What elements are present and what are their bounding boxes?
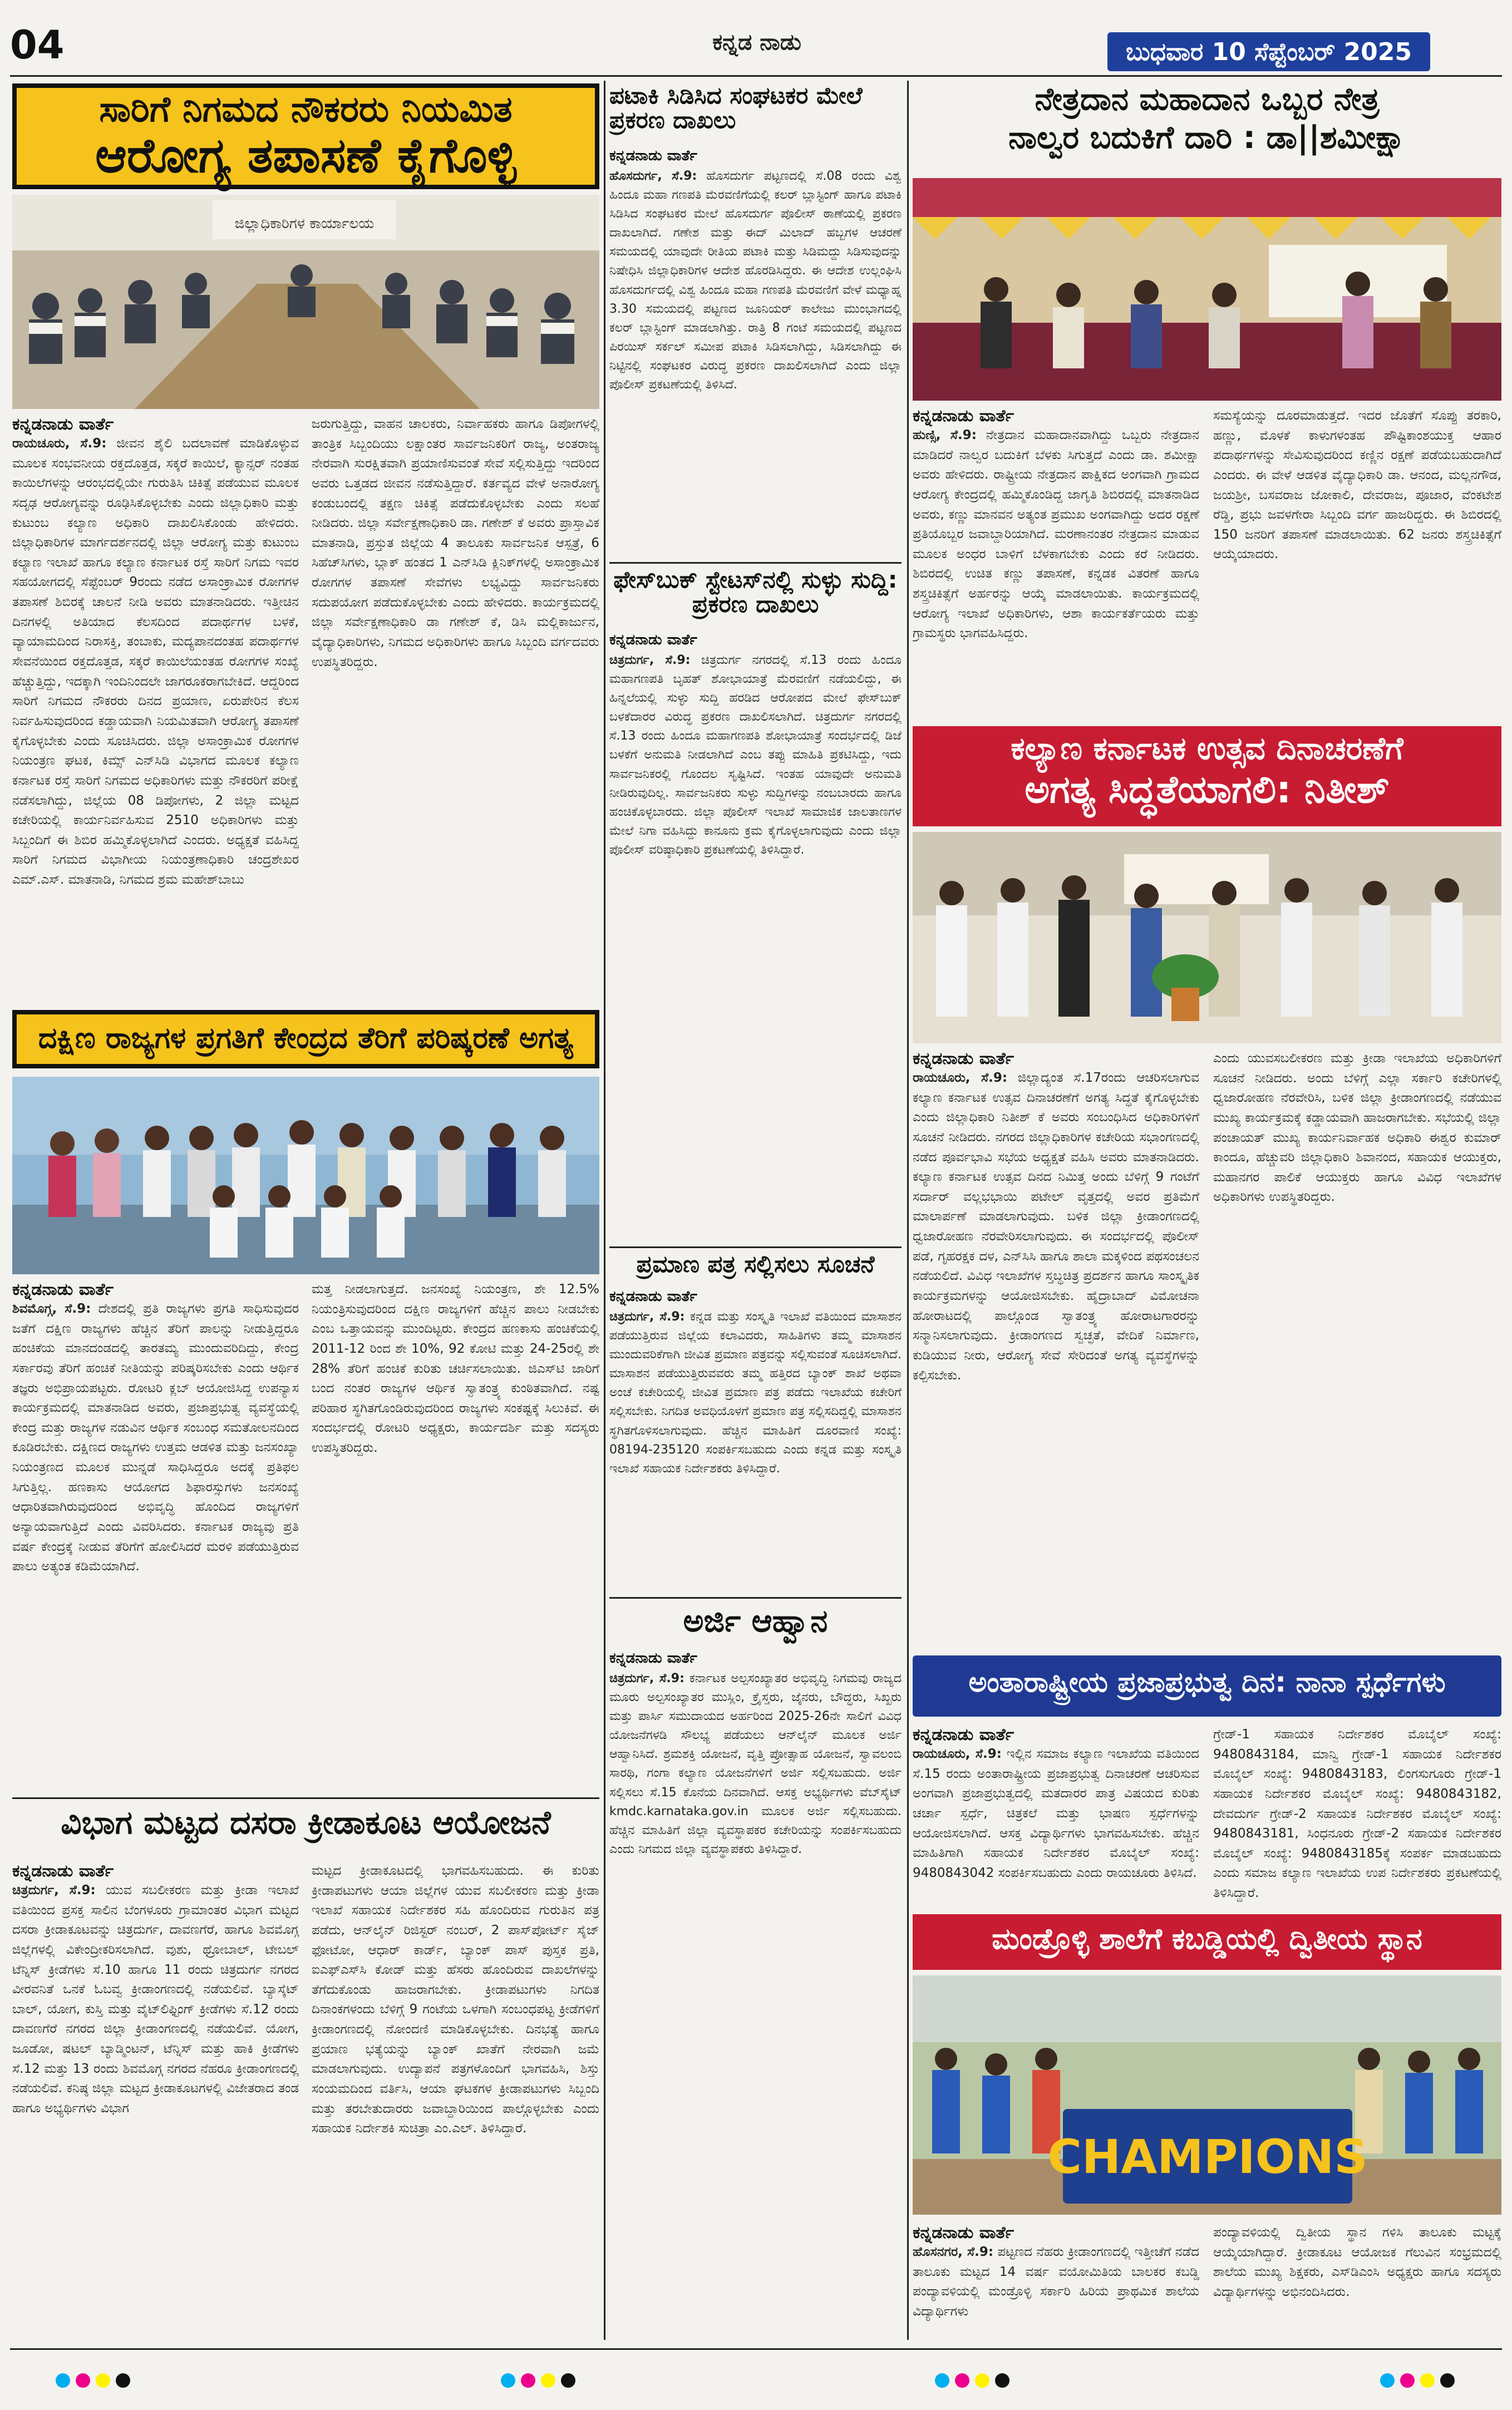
color-registration-marks-left: [56, 2373, 136, 2390]
facebook-text: ಚಿತ್ರದುರ್ಗ ನಗರದಲ್ಲಿ ಸೆ.13 ರಂದು ಹಿಂದೂ ಮಹಾಗಣಪತಿ ಬೃಹತ್ ಶೋಭಾಯಾತ್ರೆ ಮೆರವಣಿಗೆ ನಡೆಯಲಿದ್ದು, ಈ ಹಿನ್ನಲೆಯಲ್ಲಿ ಸುಳ್ಳು ಸುದ್ದಿ ಹರಡಿದ ಆರೋಪದ ಮೇಲೆ ಫೇಸ್‌ಬುಕ್ ಬಳಕೆದಾರರ ವಿರುದ್ಧ ಪ್ರಕರಣ ದಾಖಲಿಸಲಾಗಿದೆ. ಚಿತ್ರದುರ್ಗ ನಗರದಲ್ಲಿ ಸೆ.13 ರಂದು ಹಿಂದೂ ಮಹಾಗಣಪತಿ ಶೋಭಾಯಾತ್ರೆ ಸಂದರ್ಭದಲ್ಲಿ ಡಿಜೆ ಬಳಕೆಗೆ ಅನುಮತಿ ನೀಡಲಾಗಿದೆ ಎಂಬ ತಪ್ಪು ಮಾಹಿತಿ ಪ್ರಕಟಿಸಿದ್ದು, ಇದು ಸಾರ್ವಜನಿಕರಲ್ಲಿ ಗೊಂದಲ ಸೃಷ್ಟಿಸಿದೆ. ಇಂತಹ ಯಾವುದೇ ಅನುಮತಿ ನೀಡಿರುವುದಿಲ್ಲ. ಸಾರ್ವಜನಿಕರು ಸುಳ್ಳು ಸುದ್ದಿಗಳನ್ನು ನಂಬಬಾರದು ಹಾಗೂ ಹಂಚಿಕೊಳ್ಳಬಾರದು. ಜಿಲ್ಲಾ ಪೊಲೀಸ್ ಇಲಾಖೆ ಸಾಮಾಜಿಕ ಜಾಲತಾಣಗಳ ಮೇಲೆ ನಿಗಾ ವಹಿಸಿದ್ದು ಕಾನೂನು ಕ್ರಮ ಕೈಗೊಳ್ಳಲಾಗುವುದು ಎಂದು ಜಿಲ್ಲಾ ಪೊಲೀಸ್ ವರಿಷ್ಠಾಧಿಕಾರಿ ಪ್ರಕಟಣೆಯಲ್ಲಿ ತಿಳಿಸಿದ್ದಾರೆ.: [609, 653, 902, 857]
kalyana-headline-line-2: ಅಗತ್ಯ ಸಿದ್ಧತೆಯಾಗಲಿ: ನಿತೀಶ್: [1025, 767, 1390, 812]
south-headline-box: [12, 1010, 599, 1068]
office-banner-text: ಜಿಲ್ಲಾಧಿಕಾರಿಗಳ ಕಾರ್ಯಾಲಯ: [234, 215, 375, 232]
masthead-rule: [10, 75, 1502, 77]
kabaddi-byline: ಕನ್ನಡನಾಡು ವಾರ್ತೆ: [913, 2223, 1014, 2243]
section-rule: [609, 1246, 902, 1248]
application-body: [609, 1669, 902, 2343]
newspaper-logo: ಕನ್ನಡ ನಾಡು: [712, 29, 801, 55]
dasara-place: ಚಿತ್ರದುರ್ಗ, ಸೆ.9:: [12, 1883, 96, 1898]
column-divider: [604, 81, 605, 2340]
page-number: 04: [10, 22, 65, 68]
dasara-column-1: [12, 1881, 299, 2343]
section-rule: [609, 1597, 902, 1599]
south-column-1: [12, 1299, 299, 1789]
crackers-place: ಹೊಸದುರ್ಗ, ಸೆ.9:: [609, 169, 697, 183]
black-dot-icon: [1440, 2373, 1455, 2388]
kalyana-place: ರಾಯಚೂರು, ಸೆ.9:: [913, 1071, 1008, 1085]
magenta-dot-icon: [521, 2373, 535, 2388]
dasara-headline: ವಿಭಾಗ ಮಟ್ಟದ ದಸರಾ ಕ್ರೀಡಾಕೂಟ ಆಯೋಜನೆ: [61, 1803, 551, 1841]
eye-headline-line-2: ನಾಲ್ವರ ಬದುಕಿಗೆ ದಾರಿ : ಡಾ||ಶಮೀಕ್ಷಾ: [1008, 119, 1406, 156]
kalyana-byline: ಕನ್ನಡನಾಡು ವಾರ್ತೆ: [913, 1049, 1014, 1068]
democracy-place: ರಾಯಚೂರು, ಸೆ.9:: [913, 1747, 1002, 1761]
color-registration-marks-right: [1380, 2373, 1460, 2390]
eye-body-1: ನೇತ್ರದಾನ ಮಹಾದಾನವಾಗಿದ್ದು ಒಬ್ಬರು ನೇತ್ರದಾನ ಮಾಡಿದರೆ ನಾಲ್ವರ ಬದುಕಿಗೆ ಬೆಳಕು ಸಿಗುತ್ತದೆ ಎಂದು ಡಾ. ಶಮೀಕ್ಷಾ ಅವರು ಹೇಳಿದರು. ರಾಷ್ಟ್ರೀಯ ನೇತ್ರದಾನ ಪಾಕ್ಷಿಕದ ಅಂಗವಾಗಿ ಗ್ರಾಮದ ಆರೋಗ್ಯ ಕೇಂದ್ರದಲ್ಲಿ ಹಮ್ಮಿಕೊಂಡಿದ್ದ ಜಾಗೃತಿ ಶಿಬಿರದಲ್ಲಿ ಮಾತನಾಡಿದ ಅವರು, ಕಣ್ಣು ಮಾನವನ ಅತ್ಯಂತ ಪ್ರಮುಖ ಅಂಗವಾಗಿದ್ದು ಅದರ ರಕ್ಷಣೆ ಪ್ರತಿಯೊಬ್ಬರ ಜವಾಬ್ದಾರಿಯಾಗಿದೆ. ಮರಣಾನಂತರ ನೇತ್ರದಾನ ಮಾಡುವ ಮೂಲಕ ಅಂಧರ ಬಾಳಿಗೆ ಬೆಳಕಾಗಬೇಕು ಎಂದು ಕರೆ ನೀಡಿದರು. ಶಿಬಿರದಲ್ಲಿ ಉಚಿತ ಕಣ್ಣು ತಪಾಸಣೆ, ಕನ್ನಡಕ ವಿತರಣೆ ಹಾಗೂ ಶಸ್ತ್ರಚಿಕಿತ್ಸೆಗೆ ಅರ್ಹರನ್ನು ಆಯ್ಕೆ ಮಾಡಲಾಯಿತು. ಕಾರ್ಯಕ್ರಮದಲ್ಲಿ ಆರೋಗ್ಯ ಇಲಾಖೆ ಅಧಿಕಾರಿಗಳು, ಆಶಾ ಕಾರ್ಯಕರ್ತೆಯರು ಮತ್ತು ಗ್ರಾಮಸ್ಥರು ಭಾಗವಹಿಸಿದ್ದರು.: [913, 428, 1199, 641]
facebook-headline: ಫೇಸ್‌ಬುಕ್ ಸ್ಟೇಟಸ್‌ನಲ್ಲಿ ಸುಳ್ಳು ಸುದ್ದಿ: ಪ್ರಕರಣ ದಾಖಲು: [613, 566, 898, 618]
date-line: ಬುಧವಾರ 10 ಸೆಪ್ಟೆಂಬರ್ 2025: [1107, 32, 1430, 71]
democracy-column-2: ಗ್ರೇಡ್-1 ಸಹಾಯಕ ನಿರ್ದೇಶಕರ ಮೊಬೈಲ್ ಸಂಖ್ಯೆ: 9480843184, ಮಾನ್ವಿ ಗ್ರೇಡ್-1 ಸಹಾಯಕ ನಿರ್ದೇಶಕರ ಮೊಬೈಲ್ ಸಂಖ್ಯೆ: 9480843183, ಲಿಂಗಸುಗೂರು ಗ್ರೇಡ್-1 ಸಹಾಯಕ ನಿರ್ದೇಶಕರ ಮೊಬೈಲ್ ಸಂಖ್ಯೆ: 9480843182, ದೇವದುರ್ಗ ಗ್ರೇಡ್-2 ಸಹಾಯಕ ನಿರ್ದೇಶಕರ ಮೊಬೈಲ್ ಸಂಖ್ಯೆ: 9480843181, ಸಿಂಧನೂರು ಗ್ರೇಡ್-2 ಸಹಾಯಕ ನಿರ್ದೇಶಕರ ಮೊಬೈಲ್ ಸಂಖ್ಯೆ: 9480843185ಕ್ಕೆ ಸಂಪರ್ಕ ಮಾಡಬಹುದು ಎಂದು ಸಮಾಜ ಕಲ್ಯಾಣ ಇಲಾಖೆಯ ಉಪ ನಿರ್ದೇಶಕರು ಪ್ರಕಟಣೆಯಲ್ಲಿ ತಿಳಿಸಿದ್ದಾರೆ.: [1213, 1727, 1501, 1901]
rotary-photo: [12, 1077, 599, 1274]
magenta-dot-icon: [1400, 2373, 1415, 2388]
color-registration-marks-center-right: [935, 2373, 1015, 2390]
crackers-text: ಹೊಸದುರ್ಗ ಪಟ್ಟಣದಲ್ಲಿ ಸೆ.08 ರಂದು ವಿಶ್ವ ಹಿಂದೂ ಮಹಾ ಗಣಪತಿ ಮೆರವಣಿಗೆಯಲ್ಲಿ ಕಲರ್ ಬ್ಲಾಸ್ಟಿಂಗ್ ಹಾಗೂ ಪಟಾಕಿ ಸಿಡಿಸಿದ ಸಂಘಟಕರ ಮೇಲೆ ಹೊಸದುರ್ಗ ಪೊಲೀಸ್ ಠಾಣೆಯಲ್ಲಿ ಪ್ರಕರಣ ದಾಖಲಾಗಿದೆ. ಗಣೇಶ ಮತ್ತು ಈದ್ ಮಿಲಾದ್ ಹಬ್ಬಗಳ ಆಚರಣೆ ಸಮಯದಲ್ಲಿ ಯಾವುದೇ ರೀತಿಯ ಪಟಾಕಿ ಮತ್ತು ಸಿಡಿಮದ್ದು ಸಿಡಿಸುವುದನ್ನು ನಿಷೇಧಿಸಿ ಜಿಲ್ಲಾಧಿಕಾರಿಗಳ ಆದೇಶ ಹೊರಡಿಸಿದ್ದರು. ಈ ಆದೇಶ ಉಲ್ಲಂಘಿಸಿ ಹೊಸದುರ್ಗದಲ್ಲಿ ವಿಶ್ವ ಹಿಂದೂ ಮಹಾ ಗಣಪತಿ ಮೆರವಣಿಗೆ ವೇಳೆ ಮಧ್ಯಾಹ್ನ 3.30 ಸಮಯದಲ್ಲಿ ಪಟ್ಟಣದ ಜೂನಿಯರ್ ಕಾಲೇಜು ಮುಂಭಾಗದಲ್ಲಿ ಕಲರ್ ಬ್ಲಾಸ್ಟಿಂಗ್ ಮಾಡಲಾಗಿತ್ತು. ರಾತ್ರಿ 8 ಗಂಟೆ ಸಮಯದಲ್ಲಿ ಪಟ್ಟಣದ ಪಿರಯಿಸ್ ಸರ್ಕಲ್ ಸಮೀಪ ಪಟಾಕಿ ಸಿಡಿಸಲಾಗಿದ್ದು, ಸಿಡಿಸಲಾಗಿದ್ದು ಈ ನಿಟ್ಟಿನಲ್ಲಿ ಸಂಘಟಕರ ವಿರುದ್ಧ ಪ್ರಕರಣ ದಾಖಲಿಸಲಾಗಿದೆ ಎಂದು ಜಿಲ್ಲಾ ಪೊಲೀಸ್ ಪ್ರಕಟಣೆಯಲ್ಲಿ ತಿಳಿಸಿದೆ.: [609, 169, 902, 392]
democracy-headline: ಅಂತಾರಾಷ್ಟ್ರೀಯ ಪ್ರಜಾಪ್ರಭುತ್ವ ದಿನ: ನಾನಾ ಸ್ಪರ್ಧೆಗಳು: [968, 1666, 1446, 1698]
eye-place: ಹುಣ್ಸಿ, ಸೆ.9:: [913, 428, 977, 442]
kalyana-column-1: [913, 1068, 1199, 1650]
black-dot-icon: [116, 2373, 130, 2388]
champions-banner-text: CHAMPIONS: [1047, 2130, 1368, 2184]
eye-column-1: [913, 426, 1199, 721]
health-body-1: ಜೀವನ ಶೈಲಿ ಬದಲಾವಣೆ ಮಾಡಿಕೊಳ್ಳುವ ಮೂಲಕ ಸಂಭವನೀಯ ರಕ್ತದೊತ್ತಡ, ಸಕ್ಕರೆ ಕಾಯಿಲೆ, ಕ್ಯಾನ್ಸರ್ ನಂತಹ ಕಾಯಿಲೆಗಳನ್ನು ಆರಂಭದಲ್ಲಿಯೇ ಗುರುತಿಸಿ ಚಿಕಿತ್ಸೆ ಪಡೆಯುವ ಮೂಲಕ ಸದೃಢ ಆರೋಗ್ಯವನ್ನು ರೂಢಿಸಿಕೊಳ್ಳಬೇಕು ಎಂದು ಜಿಲ್ಲಾಧಿಕಾರಿ ಮತ್ತು ಕುಟುಂಬ ಕಲ್ಯಾಣ ಅಧಿಕಾರಿ ದಾಖಲಿಸಿಕೊಂಡು ಹೇಳಿದರು. ಜಿಲ್ಲಾಧಿಕಾರಿಗಳ ಮಾರ್ಗದರ್ಶನದಲ್ಲಿ ಜಿಲ್ಲಾ ಆರೋಗ್ಯ ಮತ್ತು ಕುಟುಂಬ ಕಲ್ಯಾಣ ಇಲಾಖೆ ಹಾಗೂ ಕಲ್ಯಾಣ ಕರ್ನಾಟಕ ರಸ್ತೆ ಸಾರಿಗೆ ನಿಗಮ ಇವರ ಸಹಯೋಗದಲ್ಲಿ ಸೆಪ್ಟೆಂಬರ್ 9ರಂದು ನಡೆದ ಅಸಾಂಕ್ರಾಮಿಕ ರೋಗಗಳ ತಪಾಸಣೆ ಶಿಬಿರಕ್ಕೆ ಚಾಲನೆ ನೀಡಿ ಅವರು ಮಾತನಾಡಿದರು. ಇತ್ತೀಚಿನ ದಿನಗಳಲ್ಲಿ ಅತಿಯಾದ ಕೆಲಸದಿಂದ ಪದಾರ್ಥಗಳ ಬಳಕೆ, ವ್ಯಾಯಾಮದಿಂದ ನಿರಾಸಕ್ತಿ, ತಂಬಾಕು, ಮದ್ಯಪಾನದಂತಹ ಪದಾರ್ಥಗಳ ಸೇವನೆಯಿಂದ ರಕ್ತದೊತ್ತಡ, ಸಕ್ಕರೆ ಕಾಯಿಲೆಯಂತಹ ರೋಗಗಳ ಸಂಖ್ಯೆ ಹೆಚ್ಚುತ್ತಿದ್ದು, ಇದಕ್ಕಾಗಿ ಇಂದಿನಿಂದಲೇ ಜಾಗರೂಕರಾಗಬೇಕಿದೆ. ಆದ್ದರಿಂದ ಸಾರಿಗೆ ನಿಗಮದ ನೌಕರರು ದಿನದ ಪ್ರಯಾಣ, ಏರುಪೇರಿನ ಕೆಲಸ ನಿರ್ವಹಿಸುವುದರಿಂದ ಕಡ್ಡಾಯವಾಗಿ ನಿಯಮಿತವಾಗಿ ಆರೋಗ್ಯ ತಪಾಸಣೆ ಕೈಗೊಳ್ಳಬೇಕು ಎಂದು ಸೂಚಿಸಿದರು. ಜಿಲ್ಲಾ ಅಸಾಂಕ್ರಾಮಿಕ ರೋಗಗಳ ನಿಯಂತ್ರಣ ಘಟಕ, ಕಿಮ್ಸ್ ಎನ್‌ಸಿಡಿ ವಿಭಾಗದ ಮೂಲಕ ಕಲ್ಯಾಣ ಕರ್ನಾಟಕ ರಸ್ತೆ ಸಾರಿಗೆ ನಿಗಮದ ಅಧಿಕಾರಿಗಳು ಮತ್ತು ನೌಕರರಿಗೆ ಪರೀಕ್ಷೆ ನಡೆಸಲಾಗಿದ್ದು, ಜಿಲ್ಲೆಯ 08 ಡಿಪೋಗಳು, 2 ಜಿಲ್ಲಾ ಮಟ್ಟದ ಕಚೇರಿಯಲ್ಲಿ ಕಾರ್ಯನಿರ್ವಹಿಸುವ 2510 ಅಧಿಕಾರಿಗಳು ಮತ್ತು ಸಿಬ್ಬಂದಿಗೆ ಈ ಶಿಬಿರ ಹಮ್ಮಿಕೊಳ್ಳಲಾಗಿದೆ ಎಂದರು. ಅಧ್ಯಕ್ಷತೆ ವಹಿಸಿದ್ದ ಸಾರಿಗೆ ನಿಗಮದ ವಿಭಾಗೀಯ ನಿಯಂತ್ರಣಾಧಿಕಾರಿ ಚಂದ್ರಶೇಖರ ಎಮ್.ಎಸ್. ಮಾತನಾಡಿ, ನಿಗಮದ ಶ್ರಮ ಮಹೇಶ್‌ಬಾಬು: [12, 436, 299, 888]
kabaddi-column-2: ಪಂದ್ಯಾವಳಿಯಲ್ಲಿ ದ್ವಿತೀಯ ಸ್ಥಾನ ಗಳಿಸಿ ತಾಲೂಕು ಮಟ್ಟಕ್ಕೆ ಆಯ್ಕೆಯಾಗಿದ್ದಾರೆ. ಕ್ರೀಡಾಕೂಟ ಆಯೋಜಕ ಗೆಲುವಿನ ಸಂಭ್ರಮದಲ್ಲಿ ಶಾಲೆಯ ಮುಖ್ಯ ಶಿಕ್ಷಕರು, ಎಸ್‌ಡಿಎಂಸಿ ಅಧ್ಯಕ್ಷರು ಹಾಗೂ ಸದಸ್ಯರು ವಿದ್ಯಾರ್ಥಿಗಳನ್ನು ಅಭಿನಂದಿಸಿದರು.: [1213, 2225, 1501, 2299]
eye-headline-line-1: ನೇತ್ರದಾನ ಮಹಾದಾನ ಒಬ್ಬರ ನೇತ್ರ: [1035, 81, 1380, 117]
kalyana-headline-line-1: ಕಲ್ಯಾಣ ಕರ್ನಾಟಕ ಉತ್ಸವ ದಿನಾಚರಣೆಗೆ: [1011, 731, 1403, 767]
eye-byline: ಕನ್ನಡನಾಡು ವಾರ್ತೆ: [913, 406, 1014, 426]
certificate-body: [609, 1308, 902, 1591]
democracy-body-1: ಇಲ್ಲಿನ ಸಮಾಜ ಕಲ್ಯಾಣ ಇಲಾಖೆಯ ವತಿಯಿಂದ ಸೆ.15 ರಂದು ಅಂತಾರಾಷ್ಟ್ರೀಯ ಪ್ರಜಾಪ್ರಭುತ್ವ ದಿನಾಚರಣೆ ಆಚರಿಸುವ ಅಂಗವಾಗಿ ಪ್ರಜಾಪ್ರಭುತ್ವದಲ್ಲಿ ಮತದಾರರ ಪಾತ್ರ ವಿಷಯದ ಕುರಿತು ಚರ್ಚಾ ಸ್ಪರ್ಧೆ, ಚಿತ್ರಕಲೆ ಮತ್ತು ಭಾಷಣ ಸ್ಪರ್ಧೆಗಳನ್ನು ಆಯೋಜಿಸಲಾಗಿದೆ. ಆಸಕ್ತ ವಿದ್ಯಾರ್ಥಿಗಳು ಭಾಗವಹಿಸಬೇಕು. ಹೆಚ್ಚಿನ ಮಾಹಿತಿಗಾಗಿ ಸಹಾಯಕ ನಿರ್ದೇಶಕರ ಮೊಬೈಲ್ ಸಂಖ್ಯೆ: 9480843042 ಸಂಪರ್ಕಿಸಬಹುದು ಎಂದು ರಾಯಚೂರು ತಿಳಿಸಿದೆ.: [913, 1747, 1199, 1880]
certificate-headline: ಪ್ರಮಾಣ ಪತ್ರ ಸಲ್ಲಿಸಲು ಸೂಚನೆ: [636, 1250, 875, 1278]
crackers-byline: ಕನ್ನಡನಾಡು ವಾರ್ತೆ: [609, 147, 697, 164]
kabaddi-body-1: ಪಟ್ಟಣದ ನೆಹರು ಕ್ರೀಡಾಂಗಣದಲ್ಲಿ ಇತ್ತೀಚೆಗೆ ನಡೆದ ತಾಲೂಕು ಮಟ್ಟದ 14 ವರ್ಷ ವಯೋಮಿತಿಯ ಬಾಲಕರ ಕಬಡ್ಡಿ ಪಂದ್ಯಾವಳಿಯಲ್ಲಿ ಮಂಡ್ರೊಳ್ಳಿ ಸರ್ಕಾರಿ ಹಿರಿಯ ಪ್ರಾಥಮಿಕ ಶಾಲೆಯ ವಿದ್ಯಾರ್ಥಿಗಳು: [913, 2245, 1199, 2319]
kalyana-headline-box: [913, 726, 1501, 826]
facebook-place: ಚಿತ್ರದುರ್ಗ, ಸೆ.9:: [609, 653, 691, 667]
cyan-dot-icon: [56, 2373, 70, 2388]
yellow-dot-icon: [541, 2373, 555, 2388]
kabaddi-place: ಹೊಸನಗರ, ಸೆ.9:: [913, 2245, 994, 2259]
rotary-photo-image: [12, 1077, 599, 1274]
kabaddi-column-1: [913, 2243, 1199, 2340]
kabaddi-headline-box: [913, 1914, 1501, 1970]
yellow-dot-icon: [975, 2373, 989, 2388]
health-column-2: ಜರುಗುತ್ತಿದ್ದು, ವಾಹನ ಚಾಲಕರು, ನಿರ್ವಾಹಕರು ಹಾಗೂ ಡಿಪೋಗಳಲ್ಲಿ ತಾಂತ್ರಿಕ ಸಿಬ್ಬಂದಿಯು ಲಕ್ಷಾಂತರ ಸಾರ್ವಜನಿಕರಿಗೆ ರಾಜ್ಯ, ಅಂತರಾಜ್ಯ ನೇರವಾಗಿ ಸುರಕ್ಷಿತವಾಗಿ ಪ್ರಯಾಣಿಸುವಂತೆ ಸೇವೆ ಸಲ್ಲಿಸುತ್ತಿದ್ದು ಇದರಿಂದ ಅವರು ಒತ್ತಡದ ಜೀವನ ನಡೆಸುತ್ತಿದ್ದಾರೆ. ಕರ್ತವ್ಯದ ವೇಳೆ ಅನಾರೋಗ್ಯ ಕಂಡುಬಂದಲ್ಲಿ ತಕ್ಷಣ ಚಿಕಿತ್ಸೆ ಪಡೆದುಕೊಳ್ಳಬೇಕು ಎಂದು ಸಲಹೆ ನೀಡಿದರು. ಜಿಲ್ಲಾ ಸರ್ವೇಕ್ಷಣಾಧಿಕಾರಿ ಡಾ. ಗಣೇಶ್ ಕೆ ಅವರು ಪ್ರಾಸ್ತಾವಿಕ ಮಾತನಾಡಿ, ಪ್ರಸ್ತುತ ಜಿಲ್ಲೆಯ 4 ತಾಲೂಕು ಸಾರ್ವಜನಿಕ ಆಸ್ಪತ್ರೆ, 6 ಸಿಹೆಚ್‌ಸಿಗಳು, ಬ್ಲಾಕ್ ಹಂತದ 1 ಎನ್‌ಸಿಡಿ ಕ್ಲಿನಿಕ್‌ಗಳಲ್ಲಿ ಅಸಾಂಕ್ರಾಮಿಕ ರೋಗಗಳ ತಪಾಸಣೆ ಸೇವೆಗಳು ಲಭ್ಯವಿದ್ದು ಸಾರ್ವಜನಿಕರು ಸದುಪಯೋಗ ಪಡೆದುಕೊಳ್ಳಬೇಕು ಎಂದು ಹೇಳಿದರು. ಕಾರ್ಯಕ್ರಮದಲ್ಲಿ ಜಿಲ್ಲಾ ಸರ್ವೇಕ್ಷಣಾಧಿಕಾರಿ ಡಾ ಗಣೇಶ್ ಕೆ, ಡಿಸಿ ಮಲ್ಲಿಕಾರ್ಜುನ, ವೈದ್ಯಾಧಿಕಾರಿಗಳು, ನಿಗಮದ ಅಧಿಕಾರಿಗಳು ಹಾಗೂ ಸಿಬ್ಬಂದಿ ವರ್ಗದವರು ಉಪಸ್ಥಿತರಿದ್ದರು.: [312, 417, 599, 669]
section-rule: [12, 1797, 599, 1799]
dasara-byline: ಕನ್ನಡನಾಡು ವಾರ್ತೆ: [12, 1861, 114, 1881]
south-headline: ದಕ್ಷಿಣ ರಾಜ್ಯಗಳ ಪ್ರಗತಿಗೆ ಕೇಂದ್ರದ ತೆರಿಗೆ ಪರಿಷ್ಕರಣೆ ಅಗತ್ಯ: [38, 1022, 574, 1055]
health-byline: ಕನ್ನಡನಾಡು ವಾರ್ತೆ: [12, 415, 114, 434]
certificate-byline: ಕನ್ನಡನಾಡು ವಾರ್ತೆ: [609, 1288, 697, 1305]
health-place: ರಾಯಚೂರು, ಸೆ.9:: [12, 436, 107, 451]
application-byline: ಕನ್ನಡನಾಡು ವಾರ್ತೆ: [609, 1650, 697, 1667]
cyan-dot-icon: [501, 2373, 515, 2388]
column-divider: [907, 81, 909, 2340]
eye-headline-box: [913, 83, 1501, 173]
yellow-dot-icon: [96, 2373, 110, 2388]
south-column-2: ಮತ್ತ ನೀಡಲಾಗುತ್ತದೆ. ಜನಸಂಖ್ಯೆ ನಿಯಂತ್ರಣ, ಶೇ 12.5% ನಿಯಂತ್ರಿಸುವುದರಿಂದ ದಕ್ಷಿಣ ರಾಜ್ಯಗಳಿಗೆ ಹೆಚ್ಚಿನ ಪಾಲು ನೀಡಬೇಕು ಎಂಬ ಒತ್ತಾಯವನ್ನು ಮುಂದಿಟ್ಟರು. ಕೇಂದ್ರದ ಹಣಕಾಸು ಹಂಚಿಕೆಯಲ್ಲಿ 2011-12 ರಿಂದ ಶೇ 10%, 92 ಕೋಟಿ ಮತ್ತು 24-25ರಲ್ಲಿ ಶೇ 28% ತೆರಿಗೆ ಹಂಚಿಕೆ ಕುರಿತು ಚರ್ಚಿಸಲಾಯಿತು. ಜಿಎಸ್‌ಟಿ ಜಾರಿಗೆ ಬಂದ ನಂತರ ರಾಜ್ಯಗಳ ಆರ್ಥಿಕ ಸ್ವಾತಂತ್ರ್ಯ ಕುಂಠಿತವಾಗಿದೆ. ನಷ್ಟ ಪರಿಹಾರ ಸ್ಥಗಿತಗೊಂಡಿರುವುದರಿಂದ ರಾಜ್ಯಗಳು ಸಂಕಷ್ಟಕ್ಕೆ ಸಿಲುಕಿವೆ. ಈ ಸಂದರ್ಭದಲ್ಲಿ ರೋಟರಿ ಅಧ್ಯಕ್ಷರು, ಕಾರ್ಯದರ್ಶಿ ಮತ್ತು ಸದಸ್ಯರು ಉಪಸ್ಥಿತರಿದ್ದರು.: [312, 1282, 599, 1456]
meeting-photo: [12, 195, 599, 409]
black-dot-icon: [995, 2373, 1009, 2388]
south-body-1: ದೇಶದಲ್ಲಿ ಪ್ರತಿ ರಾಜ್ಯಗಳು ಪ್ರಗತಿ ಸಾಧಿಸುವುದರ ಜತೆಗೆ ದಕ್ಷಿಣ ರಾಜ್ಯಗಳು ಹೆಚ್ಚಿನ ತೆರಿಗೆ ಪಾಲನ್ನು ನೀಡುತ್ತಿದ್ದರೂ ಹಂಚಿಕೆಯ ಮಾನದಂಡದಲ್ಲಿ ತಾರತಮ್ಯ ಮುಂದುವರಿದಿದ್ದು, ಕೇಂದ್ರ ಸರ್ಕಾರವು ತೆರಿಗೆ ಹಂಚಿಕೆ ನೀತಿಯನ್ನು ಪರಿಷ್ಕರಿಸಬೇಕು ಎಂದು ಆರ್ಥಿಕ ತಜ್ಞರು ಅಭಿಪ್ರಾಯಪಟ್ಟರು. ರೋಟರಿ ಕ್ಲಬ್ ಆಯೋಜಿಸಿದ್ದ ಉಪನ್ಯಾಸ ಕಾರ್ಯಕ್ರಮದಲ್ಲಿ ಮಾತನಾಡಿದ ಅವರು, ಪ್ರಜಾಪ್ರಭುತ್ವ ವ್ಯವಸ್ಥೆಯಲ್ಲಿ ಕೇಂದ್ರ ಮತ್ತು ರಾಜ್ಯಗಳ ನಡುವಿನ ಆರ್ಥಿಕ ಸಂಬಂಧ ಸಮತೋಲನದಿಂದ ಕೂಡಿರಬೇಕು. ದಕ್ಷಿಣದ ರಾಜ್ಯಗಳು ಉತ್ತಮ ಆಡಳಿತ ಮತ್ತು ಜನಸಂಖ್ಯಾ ನಿಯಂತ್ರಣದ ಮೂಲಕ ಮುನ್ನಡೆ ಸಾಧಿಸಿದ್ದರೂ ಅದಕ್ಕೆ ಪ್ರತಿಫಲ ಸಿಗುತ್ತಿಲ್ಲ. ಹಣಕಾಸು ಆಯೋಗದ ಶಿಫಾರಸ್ಸುಗಳು ಜನಸಂಖ್ಯೆ ಆಧಾರಿತವಾಗಿರುವುದರಿಂದ ಅಭಿವೃದ್ಧಿ ಹೊಂದಿದ ರಾಜ್ಯಗಳಿಗೆ ಅನ್ಯಾಯವಾಗುತ್ತಿದೆ ಎಂದು ವಿವರಿಸಿದರು. ಕರ್ನಾಟಕ ರಾಜ್ಯವು ಪ್ರತಿ ವರ್ಷ ಕೇಂದ್ರಕ್ಕೆ ನೀಡುವ ತೆರಿಗೆಗೆ ಹೋಲಿಸಿದರೆ ಮರಳಿ ಪಡೆಯುತ್ತಿರುವ ಪಾಲು ಅತ್ಯಂತ ಕಡಿಮೆಯಾಗಿದೆ.: [12, 1302, 299, 1574]
eye-camp-photo-image: [913, 178, 1501, 401]
color-registration-marks-center-left: [501, 2373, 581, 2390]
section-rule: [609, 562, 902, 564]
eye-column-2: ಸಮಸ್ಯೆಯನ್ನು ದೂರಮಾಡುತ್ತದೆ. ಇದರ ಜೊತೆಗೆ ಸೊಪ್ಪು ತರಕಾರಿ, ಹಣ್ಣು, ಮೊಳಕೆ ಕಾಳುಗಳಂತಹ ಪೌಷ್ಟಿಕಾಂಶಯುಕ್ತ ಆಹಾರ ಪದಾರ್ಥಗಳನ್ನು ಸೇವಿಸುವುದರಿಂದ ಕಣ್ಣಿನ ರಕ್ಷಣೆ ಪಡೆಯಬಹುದಾಗಿದೆ ಎಂದರು. ಈ ವೇಳೆ ಆಡಳಿತ ವೈದ್ಯಾಧಿಕಾರಿ ಡಾ. ಆನಂದ, ಮಲ್ಲನಗೌಡ, ಜಯಶ್ರೀ, ಬಸವರಾಜ ಜೋಕಾಲಿ, ದೇವರಾಜ, ಪೂಜಾರ, ವೆಂಕಟೇಶ ರೆಡ್ಡಿ, ಪ್ರಭು ಜವಳಗೇರಾ ಸಿಬ್ಬಂದಿ ವರ್ಗ ಹಾಜರಿದ್ದರು. ಈ ಶಿಬಿರದಲ್ಲಿ 150 ಜನರಿಗೆ ತಪಾಸಣೆ ಮಾಡಲಾಯಿತು. 62 ಜನರು ಶಸ್ತ್ರಚಿಕಿತ್ಸೆಗೆ ಆಯ್ಕೆಯಾದರು.: [1213, 408, 1501, 562]
democracy-byline: ಕನ್ನಡನಾಡು ವಾರ್ತೆ: [913, 1725, 1014, 1744]
application-headline: ಅರ್ಜಿ ಆಹ್ವಾನ: [683, 1603, 828, 1639]
kalyana-photo: [913, 832, 1501, 1043]
eye-camp-photo: [913, 178, 1501, 401]
kabaddi-headline: ಮಂಡ್ರೊಳ್ಳಿ ಶಾಲೆಗೆ ಕಬಡ್ಡಿಯಲ್ಲಿ ದ್ವಿತೀಯ ಸ್ಥಾನ: [992, 1923, 1422, 1956]
kalyana-column-2: ಎಂದು ಯುವಸಬಲೀಕರಣ ಮತ್ತು ಕ್ರೀಡಾ ಇಲಾಖೆಯ ಅಧಿಕಾರಿಗಳಿಗೆ ಸೂಚನೆ ನೀಡಿದರು. ಅಂದು ಬೆಳಿಗ್ಗೆ ಎಲ್ಲಾ ಸರ್ಕಾರಿ ಕಚೇರಿಗಳಲ್ಲಿ ಧ್ವಜಾರೋಹಣ ನೆರವೇರಿಸಿ, ಬಳಿಕ ಜಿಲ್ಲಾ ಕ್ರೀಡಾಂಗಣದಲ್ಲಿ ನಡೆಯುವ ಮುಖ್ಯ ಕಾರ್ಯಕ್ರಮಕ್ಕೆ ಕಡ್ಡಾಯವಾಗಿ ಹಾಜರಾಗಬೇಕು. ಸಭೆಯಲ್ಲಿ ಜಿಲ್ಲಾ ಪಂಚಾಯತ್ ಮುಖ್ಯ ಕಾರ್ಯನಿರ್ವಾಹಕ ಅಧಿಕಾರಿ ಈಶ್ವರ ಕುಮಾರ್ ಕಾಂದೂ, ಹೆಚ್ಚುವರಿ ಜಿಲ್ಲಾಧಿಕಾರಿ ಶಿವಾನಂದ, ಸಹಾಯಕ ಆಯುಕ್ತರು, ಮಹಾನಗರ ಪಾಲಿಕೆ ಆಯುಕ್ತರು ಹಾಗೂ ವಿವಿಧ ಇಲಾಖೆಗಳ ಅಧಿಕಾರಿಗಳು ಉಪಸ್ಥಿತರಿದ್ದರು.: [1213, 1051, 1501, 1205]
democracy-headline-box: [913, 1655, 1501, 1717]
yellow-dot-icon: [1420, 2373, 1435, 2388]
application-text: ಕರ್ನಾಟಕ ಅಲ್ಪಸಂಖ್ಯಾತರ ಅಭಿವೃದ್ಧಿ ನಿಗಮವು ರಾಜ್ಯದ ಮೂರು ಅಲ್ಪಸಂಖ್ಯಾತರ ಮುಸ್ಲಿಂ, ಕ್ರೈಸ್ತರು, ಜೈನರು, ಬೌದ್ಧರು, ಸಿಖ್ಖರು ಮತ್ತು ಪಾರ್ಸಿ ಸಮುದಾಯದ ಅರ್ಹರಿಂದ 2025-26ನೇ ಸಾಲಿಗೆ ವಿವಿಧ ಯೋಜನೆಗಳಡಿ ಸೌಲಭ್ಯ ಪಡೆಯಲು ಆನ್‌ಲೈನ್ ಮೂಲಕ ಅರ್ಜಿ ಆಹ್ವಾನಿಸಿದೆ. ಶ್ರಮಶಕ್ತಿ ಯೋಜನೆ, ವೃತ್ತಿ ಪ್ರೋತ್ಸಾಹ ಯೋಜನೆ, ಸ್ವಾವಲಂಬಿ ಸಾರಥಿ, ಗಂಗಾ ಕಲ್ಯಾಣ ಯೋಜನೆಗಳಿಗೆ ಅರ್ಜಿ ಸಲ್ಲಿಸಬಹುದು. ಅರ್ಜಿ ಸಲ್ಲಿಸಲು ಸೆ.15 ಕೊನೆಯ ದಿನವಾಗಿದೆ. ಆಸಕ್ತ ಅಭ್ಯರ್ಥಿಗಳು ವೆಬ್‌ಸೈಟ್ kmdc.karnataka.gov.in ಮೂಲಕ ಅರ್ಜಿ ಸಲ್ಲಿಸಬಹುದು. ಹೆಚ್ಚಿನ ಮಾಹಿತಿಗೆ ಜಿಲ್ಲಾ ವ್ಯವಸ್ಥಾಪಕರ ಕಚೇರಿಯನ್ನು ಸಂಪರ್ಕಿಸಬಹುದು ಎಂದು ನಿಗಮದ ಜಿಲ್ಲಾ ವ್ಯವಸ್ಥಾಪಕರು ತಿಳಿಸಿದ್ದಾರೆ.: [609, 1672, 902, 1856]
south-byline: ಕನ್ನಡನಾಡು ವಾರ್ತೆ: [12, 1280, 114, 1299]
health-column-1: [12, 434, 299, 1002]
footer-rule: [10, 2348, 1502, 2350]
meeting-photo-image: [12, 195, 599, 409]
magenta-dot-icon: [76, 2373, 90, 2388]
crackers-headline: ಪಟಾಕಿ ಸಿಡಿಸಿದ ಸಂಘಟಕರ ಮೇಲೆ ಪ್ರಕರಣ ದಾಖಲು: [609, 82, 863, 134]
dasara-column-2: ಮಟ್ಟದ ಕ್ರೀಡಾಕೂಟದಲ್ಲಿ ಭಾಗವಹಿಸಬಹುದು. ಈ ಕುರಿತು ಕ್ರೀಡಾಪಟುಗಳು ಆಯಾ ಜಿಲ್ಲೆಗಳ ಯುವ ಸಬಲೀಕರಣ ಮತ್ತು ಕ್ರೀಡಾ ಇಲಾಖೆ ಸಹಾಯಕ ನಿರ್ದೇಶಕರ ಸಹಿ ಹೊಂದಿರುವ ಗುರುತಿನ ಪತ್ರ ಪಡೆದು, ಆನ್‌ಲೈನ್ ರಿಜಿಸ್ಟರ್ ನಂಬರ್, 2 ಪಾಸ್‌ಪೋರ್ಟ್ ಸೈಜ್ ಫೋಟೋ, ಆಧಾರ್ ಕಾರ್ಡ್, ಬ್ಯಾಂಕ್ ಪಾಸ್ ಪುಸ್ತಕ ಪ್ರತಿ, ಐಎಫ್‌ಎಸ್‌ಸಿ ಕೋಡ್ ಮತ್ತು ಹೆಸರು ಹೊಂದಿರುವ ದಾಖಲೆಗಳನ್ನು ತೆಗೆದುಕೊಂಡು ಹಾಜರಾಗಬೇಕು. ಕ್ರೀಡಾಪಟುಗಳು ನಿಗದಿತ ದಿನಾಂಕಗಳಂದು ಬೆಳಿಗ್ಗೆ 9 ಗಂಟೆಯ ಒಳಗಾಗಿ ಸಂಬಂಧಪಟ್ಟ ಕ್ರೀಡೆಗಳಿಗೆ ಕ್ರೀಡಾಂಗಣದಲ್ಲಿ ನೋಂದಣಿ ಮಾಡಿಕೊಳ್ಳಬೇಕು. ದಿನಭತ್ಯೆ ಹಾಗೂ ಪ್ರಯಾಣ ಭತ್ಯೆಯನ್ನು ಬ್ಯಾಂಕ್ ಖಾತೆಗೆ ನೇರವಾಗಿ ಜಮೆ ಮಾಡಲಾಗುವುದು. ಉದ್ಯಾಪನೆ ಪತ್ರಗಳೊಂದಿಗೆ ಭಾಗವಹಿಸಿ, ಶಿಸ್ತು ಸಂಯಮದಿಂದ ವರ್ತಿಸಿ, ಆಯಾ ಘಟಕಗಳ ಕ್ರೀಡಾಪಟುಗಳು ಸಿಬ್ಬಂದಿ ಮತ್ತು ತರಬೇತುದಾರರು ಜವಾಬ್ದಾರಿಯಿಂದ ಪಾಲ್ಗೊಳ್ಳಬೇಕು ಎಂದು ಸಹಾಯಕ ನಿರ್ದೇಶಕಿ ಸುಚಿತ್ರಾ ಎಂ.ಎಲ್. ತಿಳಿಸಿದ್ದಾರೆ.: [312, 1864, 599, 2136]
democracy-column-1: [913, 1744, 1199, 1906]
kabaddi-photo-image: [913, 1975, 1501, 2215]
kabaddi-photo: [913, 1975, 1501, 2215]
dasara-body-1: ಯುವ ಸಬಲೀಕರಣ ಮತ್ತು ಕ್ರೀಡಾ ಇಲಾಖೆ ವತಿಯಿಂದ ಪ್ರಸಕ್ತ ಸಾಲಿನ ಬೆಂಗಳೂರು ಗ್ರಾಮಾಂತರ ವಿಭಾಗ ಮಟ್ಟದ ದಸರಾ ಕ್ರೀಡಾಕೂಟವನ್ನು ಚಿತ್ರದುರ್ಗ, ದಾವಣಗೆರೆ, ಹಾಗೂ ಶಿವಮೊಗ್ಗ ಜಿಲ್ಲೆಗಳಲ್ಲಿ ವಿಕೇಂದ್ರೀಕರಿಸಲಾಗಿದೆ. ವುಶು, ಥ್ರೋಬಾಲ್, ಟೇಬಲ್ ಟೆನ್ನಿಸ್ ಕ್ರೀಡೆಗಳು ಸೆ.10 ಹಾಗೂ 11 ರಂದು ಚಿತ್ರದುರ್ಗ ನಗರದ ವೀರವನಿತೆ ಒನಕೆ ಓಬವ್ವ ಕ್ರೀಡಾಂಗಣದಲ್ಲಿ ನಡೆಯಲಿವೆ. ಬ್ಯಾಸ್ಕೆಟ್ ಬಾಲ್, ಯೋಗ, ಕುಸ್ತಿ ಮತ್ತು ವೈಟ್‌ಲಿಫ್ಟಿಂಗ್ ಕ್ರೀಡೆಗಳು ಸೆ.12 ರಂದು ದಾವಣಗೆರೆ ನಗರದ ಜಿಲ್ಲಾ ಕ್ರೀಡಾಂಗಣದಲ್ಲಿ ನಡೆಯಲಿವೆ. ಯೋಗ, ಜೂಡೋ, ಷಟಲ್ ಬ್ಯಾಡ್ಮಿಂಟನ್, ಟೆನ್ನಿಸ್ ಮತ್ತು ಹಾಕಿ ಕ್ರೀಡೆಗಳು ಸೆ.12 ಮತ್ತು 13 ರಂದು ಶಿವಮೊಗ್ಗ ನಗರದ ನೆಹರೂ ಕ್ರೀಡಾಂಗಣದಲ್ಲಿ ನಡೆಯಲಿವೆ. ಕನಿಷ್ಠ ಜಿಲ್ಲಾ ಮಟ್ಟದ ಕ್ರೀಡಾಕೂಟಗಳಲ್ಲಿ ವಿಜೇತರಾದ ತಂಡ ಹಾಗೂ ಅಭ್ಯರ್ಥಿಗಳು ವಿಭಾಗ: [12, 1883, 299, 2116]
south-place: ಶಿವಮೊಗ್ಗ, ಸೆ.9:: [12, 1302, 91, 1316]
facebook-byline: ಕನ್ನಡನಾಡು ವಾರ್ತೆ: [609, 632, 697, 648]
cyan-dot-icon: [935, 2373, 949, 2388]
health-headline-box: [12, 83, 599, 189]
certificate-text: ಕನ್ನಡ ಮತ್ತು ಸಂಸ್ಕೃತಿ ಇಲಾಖೆ ವತಿಯಿಂದ ಮಾಸಾಶನ ಪಡೆಯುತ್ತಿರುವ ಜಿಲ್ಲೆಯ ಕಲಾವಿದರು, ಸಾಹಿತಿಗಳು ತಮ್ಮ ಮಾಸಾಶನ ಮುಂದುವರಿಕೆಗಾಗಿ ಜೀವಿತ ಪ್ರಮಾಣ ಪತ್ರವನ್ನು ಸಲ್ಲಿಸುವಂತೆ ಸೂಚಿಸಲಾಗಿದೆ. ಮಾಸಾಶನ ಪಡೆಯುತ್ತಿರುವವರು ತಮ್ಮ ಹತ್ತಿರದ ಬ್ಯಾಂಕ್ ಶಾಖೆ ಅಥವಾ ಅಂಚೆ ಕಚೇರಿಯಲ್ಲಿ ಜೀವಿತ ಪ್ರಮಾಣ ಪತ್ರ ಪಡೆದು ಇಲಾಖೆಯ ಕಚೇರಿಗೆ ಸಲ್ಲಿಸಬೇಕು. ನಿಗದಿತ ಅವಧಿಯೊಳಗೆ ಪ್ರಮಾಣ ಪತ್ರ ಸಲ್ಲಿಸದಿದ್ದಲ್ಲಿ ಮಾಸಾಶನ ಸ್ಥಗಿತಗೊಳಿಸಲಾಗುವುದು. ಹೆಚ್ಚಿನ ಮಾಹಿತಿಗೆ ದೂರವಾಣಿ ಸಂಖ್ಯೆ: 08194-235120 ಸಂಪರ್ಕಿಸಬಹುದು ಎಂದು ಕನ್ನಡ ಮತ್ತು ಸಂಸ್ಕೃತಿ ಇಲಾಖೆ ಸಹಾಯಕ ನಿರ್ದೇಶಕರು ತಿಳಿಸಿದ್ದಾರೆ.: [609, 1310, 902, 1476]
kalyana-photo-image: [913, 832, 1501, 1043]
crackers-body: [609, 167, 902, 556]
application-place: ಚಿತ್ರದುರ್ಗ, ಸೆ.9:: [609, 1672, 684, 1685]
magenta-dot-icon: [955, 2373, 969, 2388]
health-headline-line-2: ಆರೋಗ್ಯ ತಪಾಸಣೆ ಕೈಗೊಳ್ಳಿ: [95, 128, 516, 184]
black-dot-icon: [561, 2373, 575, 2388]
cyan-dot-icon: [1380, 2373, 1395, 2388]
certificate-place: ಚಿತ್ರದುರ್ಗ, ಸೆ.9:: [609, 1310, 685, 1324]
facebook-body: [609, 651, 902, 1241]
health-headline-line-1: ಸಾರಿಗೆ ನಿಗಮದ ನೌಕರರು ನಿಯಮಿತ: [99, 89, 513, 130]
kalyana-body-1: ಜಿಲ್ಲಾದ್ಯಂತ ಸೆ.17ರಂದು ಆಚರಿಸಲಾಗುವ ಕಲ್ಯಾಣ ಕರ್ನಾಟಕ ಉತ್ಸವ ದಿನಾಚರಣೆಗೆ ಅಗತ್ಯ ಸಿದ್ಧತೆ ಕೈಗೊಳ್ಳಬೇಕು ಎಂದು ಜಿಲ್ಲಾಧಿಕಾರಿ ನಿತೀಶ್ ಕೆ ಅವರು ಸಂಬಂಧಿಸಿದ ಅಧಿಕಾರಿಗಳಿಗೆ ಸೂಚನೆ ನೀಡಿದರು. ನಗರದ ಜಿಲ್ಲಾಧಿಕಾರಿಗಳ ಕಚೇರಿಯ ಸಭಾಂಗಣದಲ್ಲಿ ನಡೆದ ಪೂರ್ವಭಾವಿ ಸಭೆಯ ಅಧ್ಯಕ್ಷತೆ ವಹಿಸಿ ಅವರು ಮಾತನಾಡಿದರು. ಕಲ್ಯಾಣ ಕರ್ನಾಟಕ ಉತ್ಸವ ದಿನದ ನಿಮಿತ್ತ ಅಂದು ಬೆಳಿಗ್ಗೆ 9 ಗಂಟೆಗೆ ಸರ್ದಾರ್ ವಲ್ಲಭಭಾಯಿ ಪಟೇಲ್ ವೃತ್ತದಲ್ಲಿ ಅವರ ಪ್ರತಿಮೆಗೆ ಮಾಲಾರ್ಪಣೆ ಮಾಡಲಾಗುವುದು. ಬಳಿಕ ಜಿಲ್ಲಾ ಕ್ರೀಡಾಂಗಣದಲ್ಲಿ ಧ್ವಜಾರೋಹಣ ನೆರವೇರಿಸಲಾಗುವುದು. ಈ ಸಂದರ್ಭದಲ್ಲಿ ಪೊಲೀಸ್ ಪಡೆ, ಗೃಹರಕ್ಷಕ ದಳ, ಎನ್‌ಸಿಸಿ ಹಾಗೂ ಶಾಲಾ ಮಕ್ಕಳಿಂದ ಪಥಸಂಚಲನ ನಡೆಯಲಿದೆ. ವಿವಿಧ ಇಲಾಖೆಗಳ ಸ್ತಬ್ಧಚಿತ್ರ ಪ್ರದರ್ಶನ ಹಾಗೂ ಸಾಂಸ್ಕೃತಿಕ ಕಾರ್ಯಕ್ರಮಗಳನ್ನು ಆಯೋಜಿಸಬೇಕು. ಹೈದ್ರಾಬಾದ್ ವಿಮೋಚನಾ ಹೋರಾಟದಲ್ಲಿ ಪಾಲ್ಗೊಂಡ ಸ್ವಾತಂತ್ರ್ಯ ಹೋರಾಟಗಾರರನ್ನು ಸನ್ಮಾನಿಸಲಾಗುವುದು. ಕ್ರೀಡಾಂಗಣದ ಸ್ವಚ್ಛತೆ, ವೇದಿಕೆ ನಿರ್ಮಾಣ, ಕುಡಿಯುವ ನೀರು, ಆರೋಗ್ಯ ಸೇವೆ ಸೇರಿದಂತೆ ಅಗತ್ಯ ವ್ಯವಸ್ಥೆಗಳನ್ನು ಕಲ್ಪಿಸಬೇಕು.: [913, 1071, 1199, 1383]
